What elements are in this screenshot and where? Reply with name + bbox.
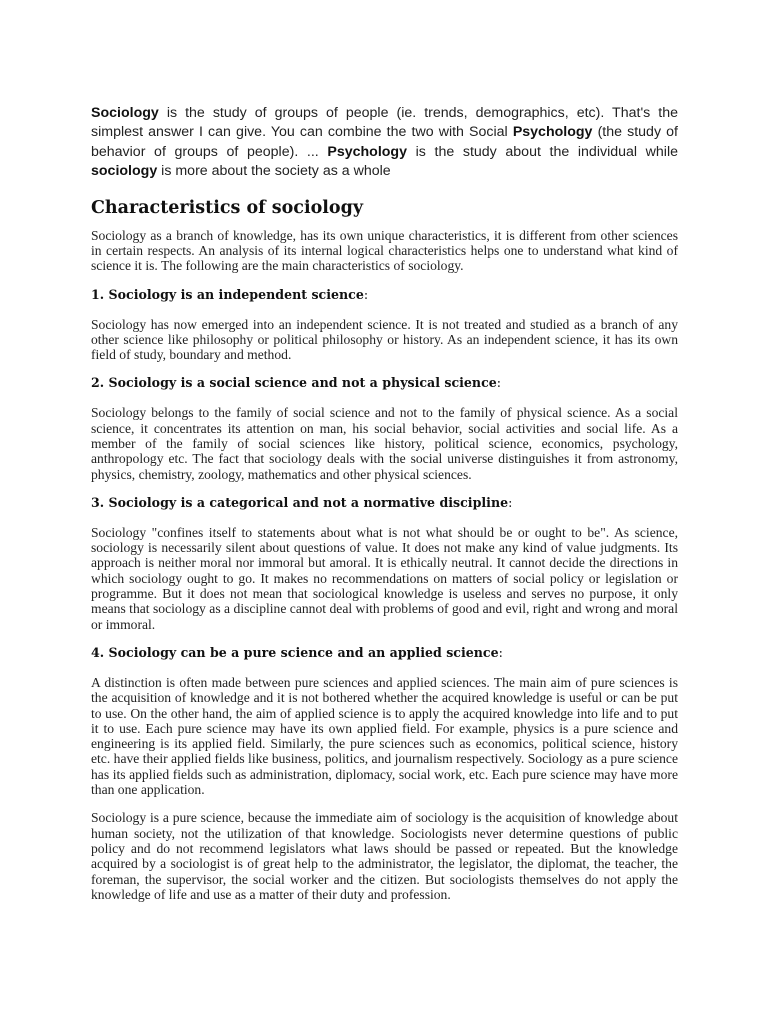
intro-text: is the study of groups of people (ie. trends, demographics, etc). That's the simplest answer I can give. You can combine the two with Social <box>91 105 678 141</box>
section-paragraph: Sociology has now emerged into an independent science. It is not treated and studied as a branch of any other science like philosophy or political philosophy or history. As an independent science, it has its own field of study, boundary and method. <box>91 316 678 363</box>
section-heading-text: 3. Sociology is a categorical and not a normative discipline <box>91 494 509 510</box>
section-heading: 2. Sociology is a social science and not a physical science: <box>91 375 502 391</box>
section-paragraph: Sociology belongs to the family of social science and not to the family of physical science. As a social science, it concentrates its attention on man, his social behavior, social activities and social life. As a member of the family of social sciences like history, political science, economics, psychology, anthropology etc. The fact that sociology deals with the social universe distinguishes it from astronomy, physics, chemistry, zoology, mathematics and other physical sciences. <box>91 405 678 482</box>
section-heading: 1. Sociology is an independent science: <box>91 286 369 302</box>
section-heading-text: 2. Sociology is a social science and not a physical science <box>91 375 497 391</box>
section-paragraph: Sociology is a pure science, because the immediate aim of sociology is the acquisition of knowledge about human society, not the utilization of that knowledge. Sociologists never determine questions of public policy and do not recommend legislators what laws should be passed or repeated. But the knowledge acquired by a sociologist is of great help to the administrator, the legislator, the diplomat, the teacher, the foreman, the supervisor, the social worker and the citizen. But sociologists themselves do not apply the knowledge of life and use as a matter of their duty and profession. <box>91 810 678 902</box>
intro-paragraph <box>91 104 678 182</box>
intro-text: (the study of behavior of groups of people). ... <box>91 124 678 160</box>
intro-keyword: Sociology <box>91 105 159 121</box>
intro-keyword: Psychology <box>327 143 407 160</box>
intro-text: is more about the society as a whole <box>157 163 391 180</box>
section-heading-text: 4. Sociology can be a pure science and an applied science <box>91 644 499 660</box>
intro-keyword: Psychology <box>512 124 593 141</box>
section-paragraph: A distinction is often made between pure sciences and applied sciences. The main aim of pure sciences is the acquisition of knowledge and it is not bothered whether the acquired knowledge is useful or can be put to use. On the other hand, the aim of applied science is to apply the acquired knowledge into life and to put it to use. Each pure science may have its own applied field. For example, physics is a pure science and engineering is its applied field. Similarly, the pure sciences such as economics, political science, history etc. have their applied fields like business, politics, and journalism respectively. Sociology as a pure science has its applied fields such as administration, diplomacy, social work, etc. Each pure science may have more than one application. <box>91 674 678 798</box>
intro-keyword: sociology <box>91 163 158 180</box>
section-heading: 3. Sociology is a categorical and not a normative discipline: <box>91 494 513 510</box>
intro-text: is the study about the individual while <box>407 143 679 160</box>
document-page <box>91 104 678 902</box>
section-heading-text: 1. Sociology is an independent science <box>91 286 364 302</box>
section-heading: 4. Sociology can be a pure science and an applied science: <box>91 644 503 660</box>
lead-paragraph: Sociology as a branch of knowledge, has its own unique characteristics, it is different from other sciences in certain respects. An analysis of its internal logical characteristics helps one to understand what kind of science it is. The following are the main characteristics of sociology. <box>91 227 678 274</box>
section-paragraph: Sociology "confines itself to statements about what is not what should be or ought to be". As science, sociology is necessarily silent about questions of value. It does not make any kind of value judgments. Its approach is neither moral nor immoral but amoral. It is ethically neutral. It cannot decide the directions in which sociology ought to go. It makes no recommendations on matters of social policy or legislation or programme. But it does not mean that sociological knowledge is useless and serves no purpose, it only means that sociology as a discipline cannot deal with problems of good and evil, right and wrong and moral or immoral. <box>91 524 678 632</box>
page-title: Characteristics of sociology <box>91 197 363 218</box>
paragraph-gap <box>91 797 678 810</box>
